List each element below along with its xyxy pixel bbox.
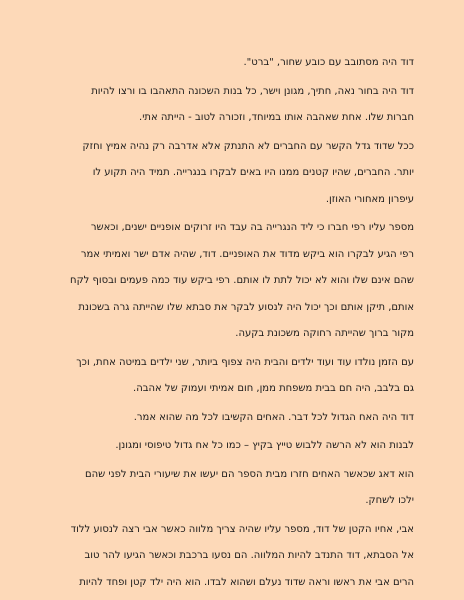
document-body [36, 50, 414, 596]
text-line: אל הסבתא, דוד התנדב להיות המלווה. הם נסעו ברכבת וכאשר הגיעו להר טוב [84, 550, 414, 561]
paragraph [36, 50, 414, 77]
text-line: דוד היה האח הגדול לכל דבר. האחים הקשיבו לכל מה שהוא אמר. [133, 411, 414, 423]
paragraph [36, 215, 414, 348]
text-line: דוד היה מסתובב עם כובע שחור, "ברט". [243, 57, 414, 68]
text-line: גם בלבב, היה חם בבית משפחת ממן, חום אמיתי ועמוק של אהבה. [133, 383, 414, 394]
text-line: ככל שדוד גדל הקשר עם החברים לא התנתק אלא אדרבה רק נהיה אמיץ וחזק [82, 140, 414, 152]
text-line: מקור ברוך שהייתה רחוקה משכונת בקעה. [235, 328, 414, 339]
paragraph [36, 79, 414, 132]
text-line: עיפרון מאחורי האוזן. [325, 193, 414, 205]
text-line: אבי, אחיו הקטן של דוד, מספר עליו שהיה צריך מלווה כאשר אבי רצה לנסוע ללוד [70, 523, 414, 535]
text-line: הוא דאג שכאשר האחים חזרו מבית הספר הם יעשו את שיעורי הבית לפני שהם [84, 468, 414, 480]
text-line: דוד היה בחור נאה, חתיך, מגונן וישר, כל בנות השכונה התאהבו בו ורצו להיות [91, 85, 414, 97]
paragraph [36, 517, 414, 597]
paragraph [36, 405, 414, 432]
paragraph [36, 462, 414, 515]
paragraph [36, 350, 414, 403]
text-line: חברות שלו. אחת שאהבה אותו במיוחד, וזכורה לטוב - הייתה אתי. [139, 112, 414, 123]
text-line: עם הזמן נולדו עוד ועוד ילדים והבית היה צפוף ביותר, שני ילדים במיטה אחת, וכך [76, 356, 414, 368]
paragraph [36, 433, 414, 460]
text-line: מספר עליו רפי חברו כי ליד הנגרייה בה עבד היו זרוקים אופניים ישנים, וכאשר [90, 222, 414, 233]
text-line: רפי הגיע לבקרו הוא ביקש מדוד את האופניים. דוד, שהיה אדם ישר ואמיתי אמר [80, 248, 414, 260]
text-line: אותם, תיקן אותם וכך יכול היה לנסוע לבקר את סבתא שלו שהייתה גרה בשכונת [78, 301, 414, 313]
text-line: הרים אבי את ראשו וראה שדוד נעלם ושהוא לבדו. הוא היה ילד קטן ופחד להיות [79, 576, 414, 588]
text-line: שהם אינם שלו והוא לא יכול לתת לו אותם. רפי ביקש עוד כמה פעמים ובסוף לקח [70, 275, 414, 286]
text-line: לבנות הוא לא הרשה ללבוש טייץ בקיץ – כמו כל אח גדול טיפוסי ומגונן. [115, 440, 414, 451]
text-line: יותר. החברים, שהיו קטנים ממנו היו באים לבקרו בנגרייה. תמיד היה תקוע לו [92, 167, 414, 178]
paragraph [36, 134, 414, 214]
text-line: ילכו לשחק. [365, 495, 414, 506]
